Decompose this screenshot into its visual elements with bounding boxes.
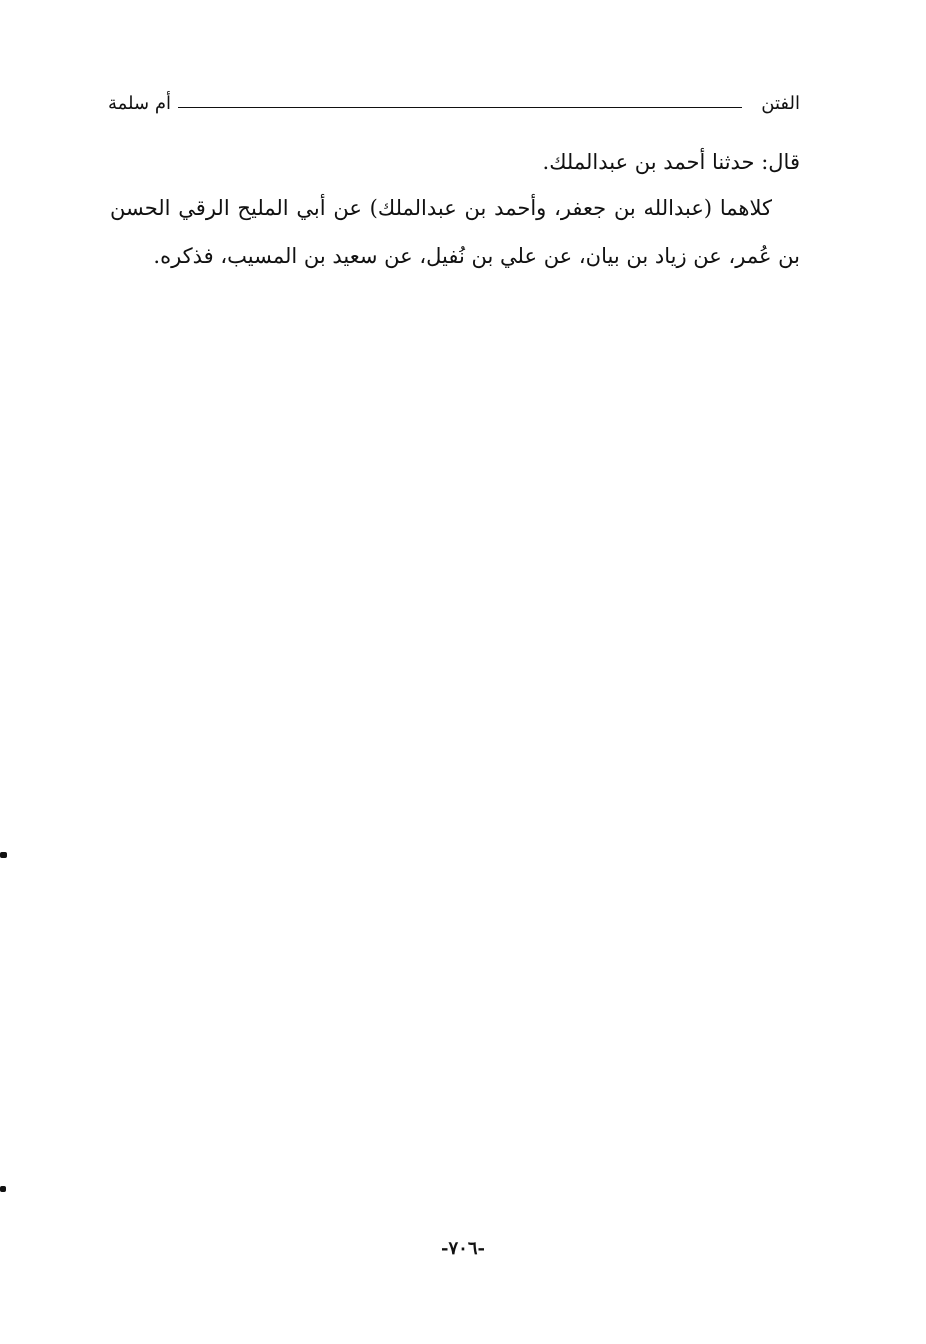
body-first-line: قال: حدثنا أحمد بن عبدالملك. <box>542 150 800 174</box>
header-section-title: الفتن <box>761 93 800 114</box>
scan-speck <box>0 1186 6 1192</box>
scan-speck <box>0 852 7 858</box>
running-header <box>108 92 800 118</box>
body-paragraph: كلاهما (عبدالله بن جعفر، وأحمد بن عبدالملك) عن أبي المليح الرقي الحسن بن عُمر، عن زياد بن بيان، عن علي بن نُفيل، عن سعيد بن المسيب، فذكره. <box>110 196 800 268</box>
page-number: -٧٠٦- <box>441 1238 485 1259</box>
header-chapter-title: أم سلمة <box>108 93 171 114</box>
header-rule <box>178 107 742 108</box>
body-text <box>110 142 800 280</box>
